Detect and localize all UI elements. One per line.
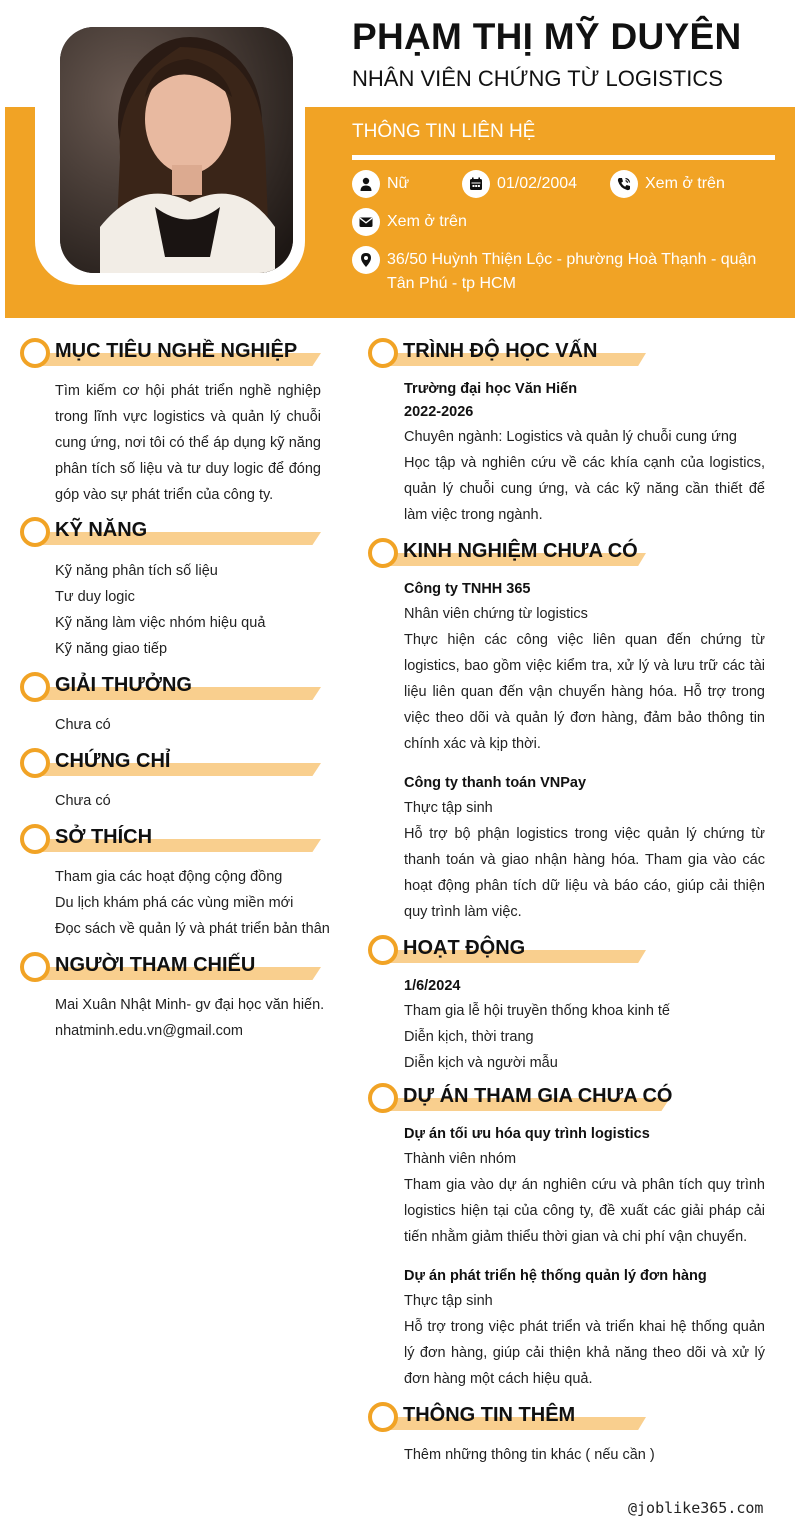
contact-heading: THÔNG TIN LIÊN HỆ xyxy=(352,121,536,142)
gender-value: Nữ xyxy=(387,175,410,192)
section-references xyxy=(20,952,321,982)
company-name: Công ty thanh toán VNPay xyxy=(404,775,587,791)
section-experience xyxy=(368,538,648,568)
list-item: Tham gia lễ hội truyền thống khoa kinh tế xyxy=(404,1003,670,1019)
experience-job xyxy=(404,772,765,925)
list-item: Kỹ năng phân tích số liệu xyxy=(55,563,218,579)
section-more-info xyxy=(368,1402,648,1432)
activity-date: 1/6/2024 xyxy=(404,978,461,994)
section-ring-icon xyxy=(368,338,398,368)
section-title: NGƯỜI THAM CHIẾU xyxy=(55,954,256,976)
list-item: Kỹ năng làm việc nhóm hiệu quả xyxy=(55,615,266,631)
list-item: Diễn kịch và người mẫu xyxy=(404,1055,558,1071)
hobbies-list xyxy=(55,864,330,942)
skills-list xyxy=(55,558,321,662)
section-title: GIẢI THƯỞNG xyxy=(55,674,192,696)
address-value: 36/50 Huỳnh Thiện Lộc - phường Hoà Thạnh - quận Tân Phú - tp HCM xyxy=(387,251,757,292)
phone-value: Xem ở trên xyxy=(645,175,725,192)
section-title: DỰ ÁN THAM GIA CHƯA CÓ xyxy=(403,1085,673,1107)
section-certificates xyxy=(20,748,321,778)
section-ring-icon xyxy=(368,1083,398,1113)
list-item: Mai Xuân Nhật Minh- gv đại học văn hiến. xyxy=(55,997,325,1013)
section-ring-icon xyxy=(368,1402,398,1432)
email-value: Xem ở trên xyxy=(387,213,467,230)
contact-email xyxy=(352,210,467,236)
project-item xyxy=(404,1123,765,1250)
job-description: Hỗ trợ bộ phận logistics trong việc quản lý chứng từ thanh toán và giao nhận hàng hóa. Tham gia vào các hoạt động phân tích dữ liệu và báo cáo, giúp cải thiện quy trình làm việc. xyxy=(404,826,765,920)
phone-icon xyxy=(610,170,638,198)
section-awards xyxy=(20,672,321,702)
contact-phone xyxy=(610,172,725,198)
section-skills xyxy=(20,517,321,547)
list-item: Tham gia các hoạt động cộng đồng xyxy=(55,869,283,885)
section-title: SỞ THÍCH xyxy=(55,826,153,848)
references-list xyxy=(55,992,325,1044)
section-title: KINH NGHIỆM CHƯA CÓ xyxy=(403,540,638,562)
project-item xyxy=(404,1265,765,1392)
section-title: CHỨNG CHỈ xyxy=(55,750,171,772)
job-description: Thực hiện các công việc liên quan đến chứng từ logistics, bao gồm việc kiểm tra, xử lý và lưu trữ các tài liệu liên quan đến vận chuyển hàng hóa. Hỗ trợ trong việc theo dõi và quản lý đơn hàng, đảm bảo thông tin chính xác và kịp thời. xyxy=(404,632,765,752)
project-description: Tham gia vào dự án nghiên cứu và phân tích quy trình logistics hiện tại của công ty, đề xuất các giải pháp cải tiến nhằm giảm thiểu thời gian và chi phí vận chuyển. xyxy=(404,1177,765,1245)
school-years: 2022-2026 xyxy=(404,404,474,420)
project-name: Dự án phát triển hệ thống quản lý đơn hàng xyxy=(404,1268,707,1284)
contact-divider xyxy=(352,155,775,160)
section-title: HOẠT ĐỘNG xyxy=(403,937,526,959)
reference-email: nhatminh.edu.vn@gmail.com xyxy=(55,1023,244,1039)
calendar-icon xyxy=(462,170,490,198)
project-role: Thành viên nhóm xyxy=(404,1151,517,1167)
section-hobbies xyxy=(20,824,321,854)
section-title: KỸ NĂNG xyxy=(55,519,148,541)
section-activities xyxy=(368,935,648,965)
contact-gender xyxy=(352,172,409,198)
school-name: Trường đại học Văn Hiến xyxy=(404,381,578,397)
candidate-name: PHẠM THỊ MỸ DUYÊN xyxy=(352,16,742,57)
more-info-text: Thêm những thông tin khác ( nếu cần ) xyxy=(404,1447,655,1463)
school-major: Chuyên ngành: Logistics và quản lý chuỗi cung ứng xyxy=(404,429,737,445)
section-ring-icon xyxy=(20,824,50,854)
section-projects xyxy=(368,1083,672,1113)
section-ring-icon xyxy=(20,672,50,702)
list-item: Đọc sách về quản lý và phát triển bản thân xyxy=(55,921,330,937)
mail-icon xyxy=(352,208,380,236)
project-role: Thực tập sinh xyxy=(404,1293,493,1309)
profile-photo xyxy=(60,27,293,273)
list-item: Du lịch khám phá các vùng miền mới xyxy=(55,895,294,911)
contact-dob xyxy=(462,172,577,198)
list-item: Tư duy logic xyxy=(55,589,135,605)
location-pin-icon xyxy=(352,246,380,274)
section-ring-icon xyxy=(20,952,50,982)
section-education xyxy=(368,338,648,368)
company-name: Công ty TNHH 365 xyxy=(404,581,531,597)
section-ring-icon xyxy=(368,935,398,965)
objective-text: Tìm kiếm cơ hội phát triển nghề nghiệp trong lĩnh vực logistics và quản lý chuỗi cung ứng, nơi tôi có thể áp dụng kỹ năng phân tích số liệu và tư duy logic để đóng góp vào sự phát triển của công ty. xyxy=(55,383,321,503)
experience-job xyxy=(404,578,765,757)
section-title: TRÌNH ĐỘ HỌC VẤN xyxy=(403,340,598,362)
project-description: Hỗ trợ trong việc phát triển và triển khai hệ thống quản lý đơn hàng, giúp cải thiện khả năng theo dõi và xử lý đơn hàng một cách hiệu quả. xyxy=(404,1319,765,1387)
project-name: Dự án tối ưu hóa quy trình logistics xyxy=(404,1126,650,1142)
education-description: Học tập và nghiên cứu về các khía cạnh của logistics, quản lý chuỗi cung ứng, và các kỹ năng cần thiết để làm việc trong ngành. xyxy=(404,455,765,523)
list-item: Kỹ năng giao tiếp xyxy=(55,641,168,657)
job-title: NHÂN VIÊN CHỨNG TỪ LOGISTICS xyxy=(352,66,723,91)
section-ring-icon xyxy=(368,538,398,568)
certificates-text: Chưa có xyxy=(55,793,111,809)
section-title: THÔNG TIN THÊM xyxy=(403,1404,576,1426)
activities-block xyxy=(404,975,765,1076)
section-ring-icon xyxy=(20,748,50,778)
watermark: @joblike365.com xyxy=(628,1499,764,1517)
contact-address xyxy=(352,248,772,296)
education-block xyxy=(404,378,765,528)
section-ring-icon xyxy=(20,517,50,547)
job-role: Nhân viên chứng từ logistics xyxy=(404,606,588,622)
job-role: Thực tập sinh xyxy=(404,800,493,816)
dob-value: 01/02/2004 xyxy=(497,175,578,192)
section-ring-icon xyxy=(20,338,50,368)
user-icon xyxy=(352,170,380,198)
awards-text: Chưa có xyxy=(55,717,111,733)
section-objective xyxy=(20,338,321,368)
list-item: Diễn kịch, thời trang xyxy=(404,1029,534,1045)
section-title: MỤC TIÊU NGHỀ NGHIỆP xyxy=(55,340,298,362)
